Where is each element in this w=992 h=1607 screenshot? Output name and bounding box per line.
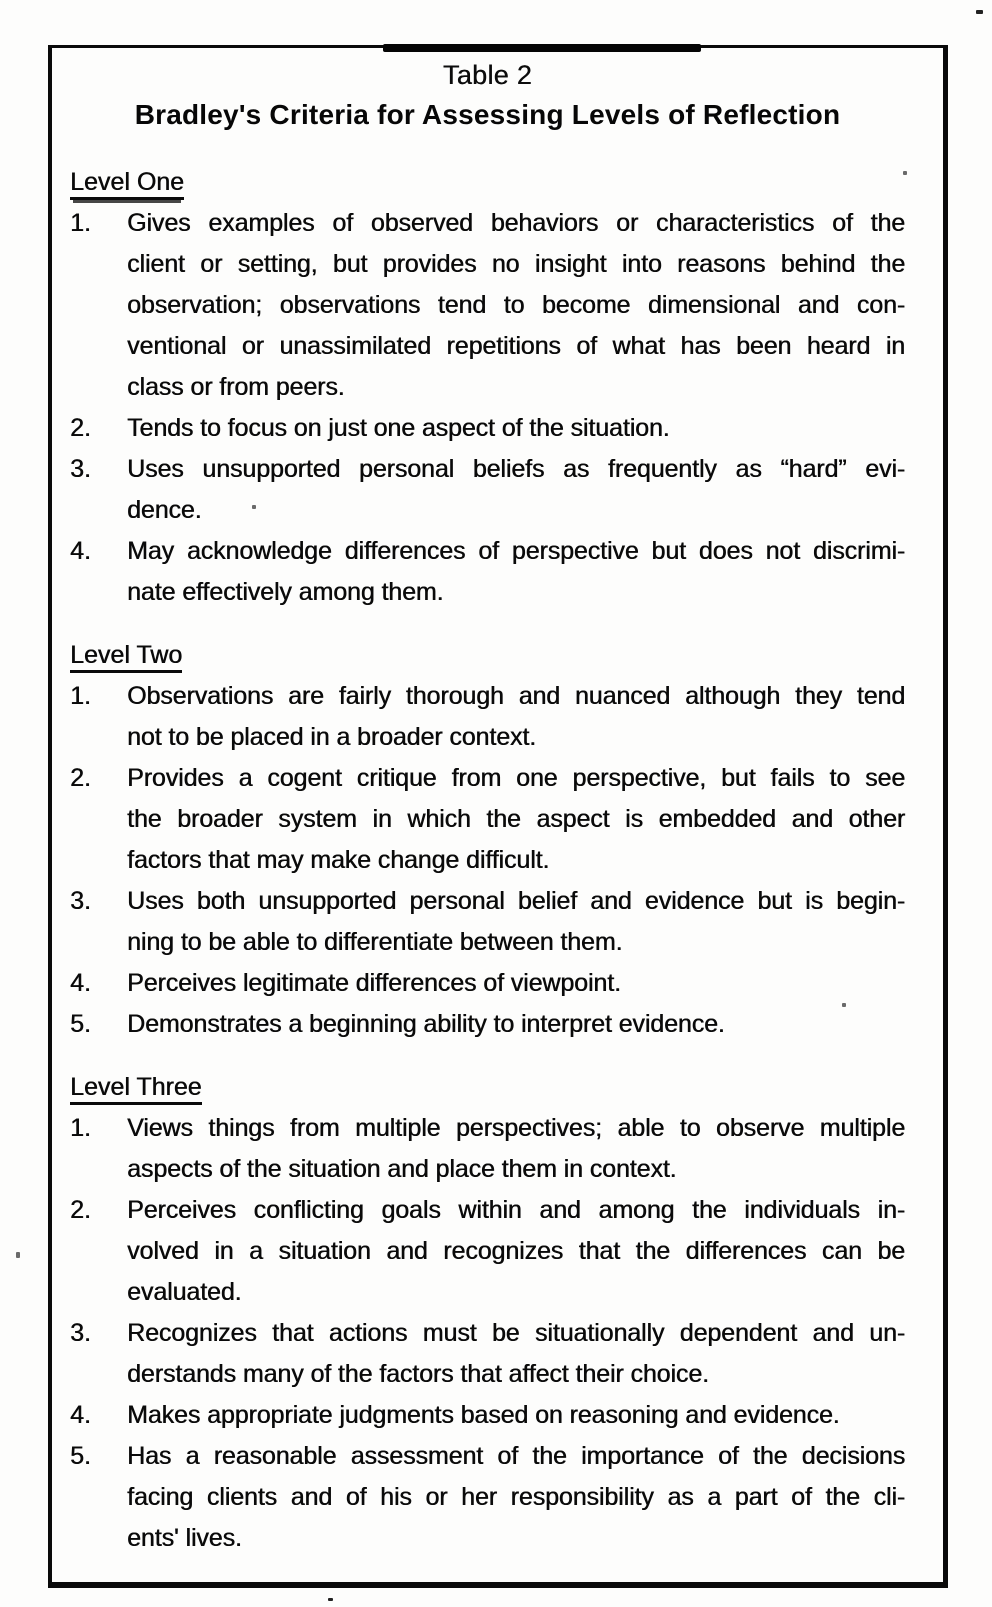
item-number: 3. <box>70 455 91 483</box>
list-item <box>70 1004 905 1045</box>
scan-speck <box>976 10 983 14</box>
item-text <box>127 203 905 408</box>
list-item <box>70 1190 905 1313</box>
item-text <box>127 408 905 449</box>
item-text-line: the broader system in which the aspect is embedded and other <box>127 805 905 833</box>
item-text-line: nate effectively among them. <box>127 578 444 606</box>
section-heading-text: Level Two <box>70 641 182 673</box>
list-item <box>70 203 905 408</box>
scan-speck <box>328 1598 333 1601</box>
section-heading <box>70 162 905 203</box>
item-number: 1. <box>70 1114 91 1142</box>
item-text-line: Demonstrates a beginning ability to interpret evidence. <box>127 1010 725 1038</box>
item-text-line: dence. <box>127 496 202 524</box>
item-text-line: Views things from multiple perspectives; able to observe multiple <box>127 1114 905 1142</box>
level-section <box>70 162 905 613</box>
item-number: 4. <box>70 537 91 565</box>
item-number: 4. <box>70 1401 91 1429</box>
item-number: 1. <box>70 682 91 710</box>
item-text-line: Provides a cogent critique from one perspective, but fails to see <box>127 764 905 792</box>
section-heading-text: Level Three <box>70 1073 202 1105</box>
item-number: 3. <box>70 887 91 915</box>
scan-speck <box>903 171 907 175</box>
item-text <box>127 1190 905 1313</box>
item-number: 4. <box>70 969 91 997</box>
item-text-line: aspects of the situation and place them in context. <box>127 1155 677 1183</box>
level-section <box>70 635 905 1045</box>
list-item <box>70 531 905 613</box>
item-text-line: Gives examples of observed behaviors or characteristics of the <box>127 209 905 237</box>
item-text <box>127 1313 905 1395</box>
item-text-line: client or setting, but provides no insight into reasons behind the <box>127 250 905 278</box>
item-text-line: May acknowledge differences of perspective but does not discrimi- <box>127 537 905 565</box>
list-item <box>70 1313 905 1395</box>
item-text-line: ning to be able to differentiate between them. <box>127 928 623 956</box>
item-number: 5. <box>70 1010 91 1038</box>
scan-speck <box>252 505 256 509</box>
list-item <box>70 408 905 449</box>
item-text <box>127 1004 905 1045</box>
item-number: 1. <box>70 209 91 237</box>
list-item <box>70 676 905 758</box>
section-heading-text: Level One <box>70 168 184 200</box>
item-text-line: Uses unsupported personal beliefs as frequently as “hard” evi- <box>127 455 905 483</box>
item-text-line: Tends to focus on just one aspect of the situation. <box>127 414 670 442</box>
item-text <box>127 531 905 613</box>
item-text-line: not to be placed in a broader context. <box>127 723 536 751</box>
criteria-sections <box>70 162 905 1559</box>
item-text-line: Perceives legitimate differences of viewpoint. <box>127 969 621 997</box>
item-text-line: factors that may make change difficult. <box>127 846 550 874</box>
item-text-line: evaluated. <box>127 1278 242 1306</box>
table-border-box <box>48 45 948 1588</box>
list-item <box>70 1108 905 1190</box>
item-text-line: facing clients and of his or her responsibility as a part of the cli- <box>127 1483 905 1511</box>
item-number: 2. <box>70 1196 91 1224</box>
item-text-line: Recognizes that actions must be situationally dependent and un- <box>127 1319 905 1347</box>
item-text-line: Has a reasonable assessment of the importance of the decisions <box>127 1442 905 1470</box>
item-text <box>127 963 905 1004</box>
scan-speck <box>16 1252 20 1258</box>
item-number: 3. <box>70 1319 91 1347</box>
item-text <box>127 449 905 531</box>
item-number: 2. <box>70 764 91 792</box>
section-heading <box>70 1067 905 1108</box>
scan-border-artifact <box>383 44 701 52</box>
item-text-line: ventional or unassimilated repetitions of what has been heard in <box>127 332 905 360</box>
item-text-line: Observations are fairly thorough and nuanced although they tend <box>127 682 905 710</box>
item-text <box>127 676 905 758</box>
list-item <box>70 758 905 881</box>
list-item <box>70 1436 905 1559</box>
list-item <box>70 1395 905 1436</box>
item-text <box>127 1395 905 1436</box>
scan-speck <box>842 1003 846 1007</box>
item-text-line: Perceives conflicting goals within and among the individuals in- <box>127 1196 905 1224</box>
item-number: 2. <box>70 414 91 442</box>
list-item <box>70 449 905 531</box>
item-text-line: observation; observations tend to become dimensional and con- <box>127 291 905 319</box>
item-text-line: derstands many of the factors that affect their choice. <box>127 1360 709 1388</box>
item-number: 5. <box>70 1442 91 1470</box>
item-text <box>127 1108 905 1190</box>
item-text-line: Uses both unsupported personal belief and evidence but is begin- <box>127 887 905 915</box>
item-text-line: class or from peers. <box>127 373 345 401</box>
item-text-line: volved in a situation and recognizes that the differences can be <box>127 1237 905 1265</box>
list-item <box>70 963 905 1004</box>
level-section <box>70 1067 905 1559</box>
section-heading <box>70 635 905 676</box>
list-item <box>70 881 905 963</box>
item-text <box>127 1436 905 1559</box>
item-text-line: ents' lives. <box>127 1524 242 1552</box>
item-text-line: Makes appropriate judgments based on reasoning and evidence. <box>127 1401 840 1429</box>
table-title: Bradley's Criteria for Assessing Levels of Reflection <box>134 99 841 130</box>
item-text <box>127 881 905 963</box>
item-text <box>127 758 905 881</box>
table-label: Table 2 <box>442 60 533 90</box>
